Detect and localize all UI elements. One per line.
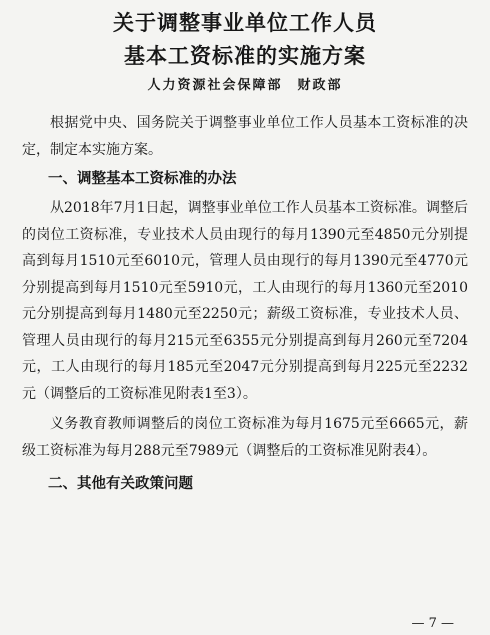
issuing-departments: 人力资源社会保障部 财政部	[147, 78, 343, 93]
intro-paragraph: 根据党中央、国务院关于调整事业单位工作人员基本工资标准的决定，制定本实施方案。	[22, 115, 468, 158]
section-1-paragraph-2: 义务教育教师调整后的岗位工资标准为每月1675元至6665元，薪级工资标准为每月288元至7989元（调整后的工资标准见附表4）。	[22, 416, 468, 459]
document-title-line-1: 关于调整事业单位工作人员	[113, 10, 377, 35]
section-1-paragraph-1: 从2018年7月1日起，调整事业单位工作人员基本工资标准。调整后的岗位工资标准，专业技术人员由现行的每月1390元至4850元分别提高到每月1510元至6010元，管理人员由现行的每月1390元至4770元分别提高到每月1510元至5910元，工人由现行的每月1360元至2010元分别提高到每月1480元至2250元；薪级工资标准，专业技术人员、管理人员由现行的每月215元至6355元分别提高到每月260元至7204元，工人由现行的每月185元至2047元分别提高到每月225元至2232元（调整后的工资标准见附表1至3）。	[22, 200, 468, 402]
section-2-heading: 二、其他有关政策问题	[48, 475, 193, 492]
page-number: — 7 —	[411, 616, 454, 631]
section-1-heading: 一、调整基本工资标准的办法	[48, 170, 237, 187]
document-title-line-2: 基本工资标准的实施方案	[124, 43, 366, 68]
